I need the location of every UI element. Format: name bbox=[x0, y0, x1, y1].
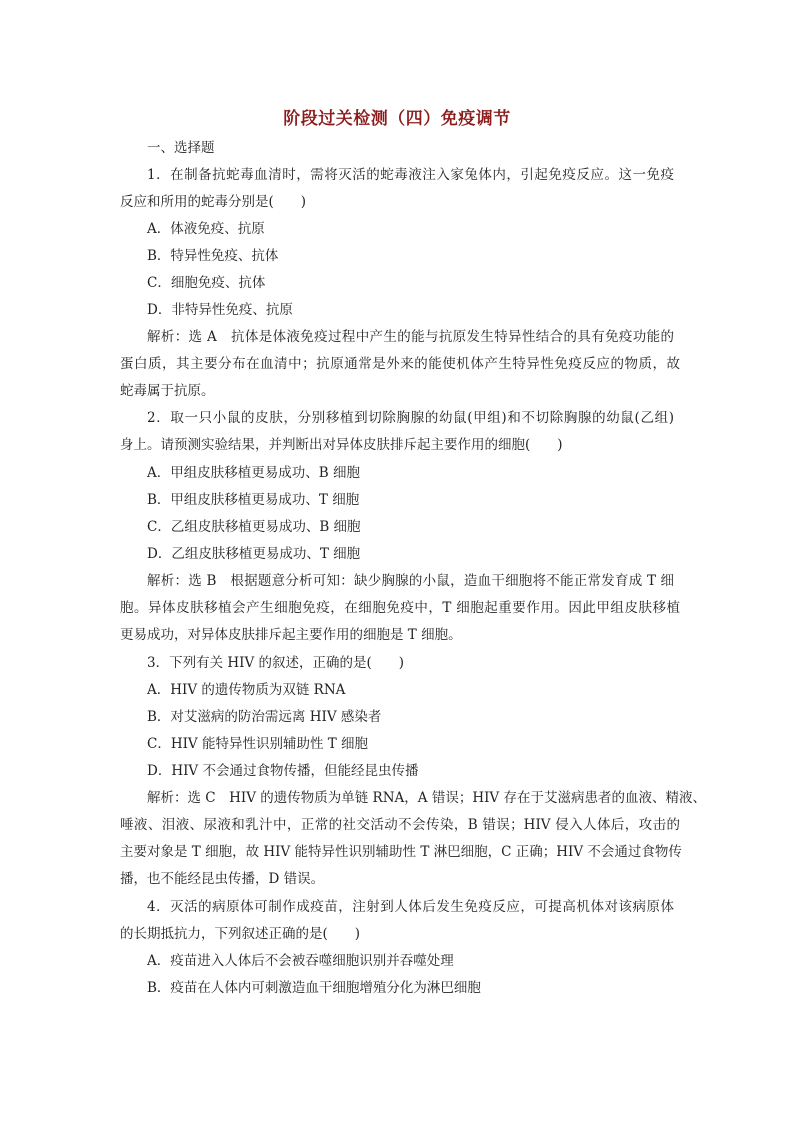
q3-option-b: B．对艾滋病的防治需远离 HIV 感染者 bbox=[147, 709, 382, 725]
q3-option-d: D．HIV 不会通过食物传播，但能经昆虫传播 bbox=[147, 763, 419, 779]
q2-option-b: B．甲组皮肤移植更易成功、T 细胞 bbox=[147, 492, 360, 508]
section-heading: 一、选择题 bbox=[147, 140, 215, 156]
q3-analysis-line4: 播，也不能经昆虫传播，D 错误。 bbox=[120, 871, 325, 887]
q2-analysis-line2: 胞。异体皮肤移植会产生细胞免疫，在细胞免疫中，T 细胞起重要作用。因此甲组皮肤移植 bbox=[120, 600, 680, 616]
q3-analysis-line1: 解析：选 C HIV 的遗传物质为单链 RNA，A 错误；HIV 存在于艾滋病患者的血液、精液、 bbox=[147, 790, 706, 806]
q1-analysis-line3: 蛇毒属于抗原。 bbox=[120, 383, 215, 399]
q1-stem-line2: 反应和所用的蛇毒分别是( ) bbox=[120, 194, 307, 210]
q1-analysis-line2: 蛋白质，其主要分布在血清中；抗原通常是外来的能使机体产生特异性免疫反应的物质，故 bbox=[120, 356, 680, 372]
q2-option-d: D．乙组皮肤移植更易成功、T 细胞 bbox=[147, 546, 361, 562]
q2-stem-line1: 2．取一只小鼠的皮肤，分别移植到切除胸腺的幼鼠(甲组)和不切除胸腺的幼鼠(乙组) bbox=[147, 410, 674, 426]
q1-option-a: A．体液免疫、抗原 bbox=[147, 221, 265, 237]
q1-analysis-line1: 解析：选 A 抗体是体液免疫过程中产生的能与抗原发生特异性结合的具有免疫功能的 bbox=[147, 329, 674, 345]
q3-analysis-line3: 主要对象是 T 细胞，故 HIV 能特异性识别辅助性 T 淋巴细胞，C 正确；HIV 不会通过食物传 bbox=[120, 844, 682, 860]
q2-stem-line2: 身上。请预测实验结果，并判断出对异体皮肤排斥起主要作用的细胞( ) bbox=[120, 437, 563, 453]
q3-analysis-line2: 唾液、泪液、尿液和乳汁中，正常的社交活动不会传染，B 错误；HIV 侵入人体后，攻击的 bbox=[120, 817, 680, 833]
q2-analysis-line1: 解析：选 B 根据题意分析可知：缺少胸腺的小鼠，造血干细胞将不能正常发育成 T 细 bbox=[147, 573, 674, 589]
q4-stem-line1: 4．灭活的病原体可制作成疫苗，注射到人体后发生免疫反应，可提高机体对该病原体 bbox=[147, 899, 674, 915]
page-title: 阶段过关检测（四）免疫调节 bbox=[283, 109, 511, 129]
q2-option-c: C．乙组皮肤移植更易成功、B 细胞 bbox=[147, 519, 361, 535]
q1-stem-line1: 1．在制备抗蛇毒血清时，需将灭活的蛇毒液注入家兔体内，引起免疫反应。这一免疫 bbox=[147, 167, 674, 183]
q3-option-a: A．HIV 的遗传物质为双链 RNA bbox=[147, 682, 346, 698]
q1-option-b: B．特异性免疫、抗体 bbox=[147, 248, 279, 264]
q4-option-b: B．疫苗在人体内可刺激造血干细胞增殖分化为淋巴细胞 bbox=[147, 980, 481, 996]
q2-analysis-line3: 更易成功，对异体皮肤排斥起主要作用的细胞是 T 细胞。 bbox=[120, 627, 462, 643]
q1-option-d: D．非特异性免疫、抗原 bbox=[147, 302, 293, 318]
q1-option-c: C．细胞免疫、抗体 bbox=[147, 275, 266, 291]
q4-stem-line2: 的长期抵抗力，下列叙述正确的是( ) bbox=[120, 926, 361, 942]
q2-option-a: A．甲组皮肤移植更易成功、B 细胞 bbox=[147, 465, 360, 481]
q3-option-c: C．HIV 能特异性识别辅助性 T 细胞 bbox=[147, 736, 369, 752]
q4-option-a: A．疫苗进入人体后不会被吞噬细胞识别并吞噬处理 bbox=[147, 953, 454, 969]
q3-stem-line1: 3．下列有关 HIV 的叙述，正确的是( ) bbox=[147, 655, 405, 671]
